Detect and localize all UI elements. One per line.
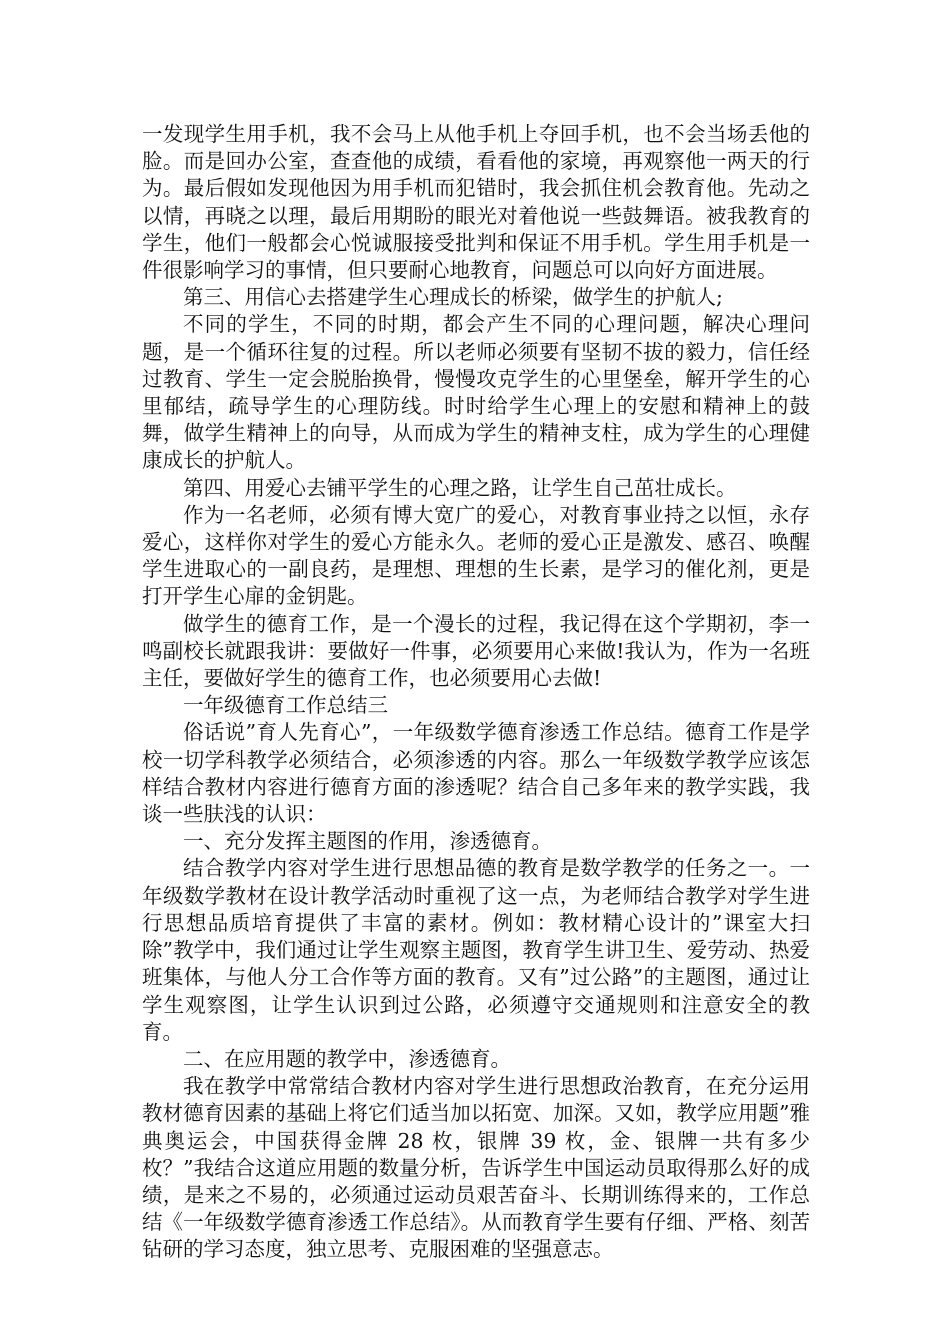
paragraph-heading-two: 二、在应用题的教学中，渗透德育。 — [183, 1046, 511, 1071]
document-body — [142, 121, 810, 1264]
paragraph-continuation: 一发现学生用手机，我不会马上从他手机上夺回手机，也不会当场丢他的脸。而是回办公室，查查他的成绩，看看他的家境，再观察他一两天的行为。最后假如发现他因为用手机而犯错时，我会抓住机会教育他。先动之以情，再晓之以理，最后用期盼的眼光对着他说一些鼓舞语。被我教育的学生，他们一般都会心悦诚服接受批判和保证不用手机。学生用手机是一件很影响学习的事情，但只要耐心地教育，问题总可以向好方面进展。 — [142, 122, 810, 283]
paragraph-heading-fourth: 第四、用爱心去铺平学生的心理之路，让学生自己茁壮成长。 — [183, 475, 737, 500]
paragraph: 结合教学内容对学生进行思想品德的教育是数学教学的任务之一。一年级数学教材在设计教学活动时重视了这一点，为老师结合教学对学生进行思想品质培育提供了丰富的素材。例如：教材精心设计的”课室大扫除”教学中，我们通过让学生观察主题图，教育学生讲卫生、爱劳动、热爱班集体，与他人分工合作等方面的教育。又有”过公路”的主题图，通过让学生观察图，让学生认识到过公路，必须遵守交通规则和注意安全的教育。 — [142, 856, 810, 1044]
paragraph: 不同的学生，不同的时期，都会产生不同的心理问题，解决心理问题，是一个循环往复的过程。所以老师必须要有坚韧不拔的毅力，信任经过教育、学生一定会脱胎换骨，慢慢攻克学生的心里堡垒，解开学生的心里郁结，疏导学生的心理防线。时时给学生心理上的安慰和精神上的鼓舞，做学生精神上的向导，从而成为学生的精神支柱，成为学生的心理健康成长的护航人。 — [142, 312, 810, 473]
paragraph: 俗话说”育人先育心”，一年级数学德育渗透工作总结。德育工作是学校一切学科教学必须结合，必须渗透的内容。那么一年级数学教学应该怎样结合教材内容进行德育方面的渗透呢？结合自己多年来的教学实践，我谈一些肤浅的认识： — [142, 720, 810, 827]
paragraph: 作为一名老师，必须有博大宽广的爱心，对教育事业持之以恒，永存爱心，这样你对学生的爱心方能永久。老师的爱心正是激发、感召、唤醒学生进取心的一副良药，是理想、理想的生长素，是学习的催化剂，更是打开学生心扉的金钥匙。 — [142, 502, 810, 609]
paragraph: 做学生的德育工作，是一个漫长的过程，我记得在这个学期初，李一鸣副校长就跟我讲：要做好一件事，必须要用心来做!我认为，作为一名班主任，要做好学生的德育工作，也必须要用心去做! — [142, 611, 810, 691]
paragraph: 我在教学中常常结合教材内容对学生进行思想政治教育，在充分运用教材德育因素的基础上将它们适当加以拓宽、加深。又如，教学应用题”雅典奥运会，中国获得金牌 28 枚，银牌 39 枚，金、银牌一共有多少枚？”我结合这道应用题的数量分析，告诉学生中国运动员取得那么好的成绩，是来之不易的，必须通过运动员艰苦奋斗、长期训练得来的，工作总结《一年级数学德育渗透工作总结》。从而教育学生要有仔细、严格、刻苦钻研的学习态度，独立思考、克服困难的坚强意志。 — [142, 1074, 810, 1262]
paragraph-heading-third: 第三、用信心去搭建学生心理成长的桥梁，做学生的护航人; — [183, 285, 723, 310]
paragraph-heading-one: 一、充分发挥主题图的作用，渗透德育。 — [183, 829, 552, 854]
section-title: 一年级德育工作总结三 — [183, 693, 388, 718]
